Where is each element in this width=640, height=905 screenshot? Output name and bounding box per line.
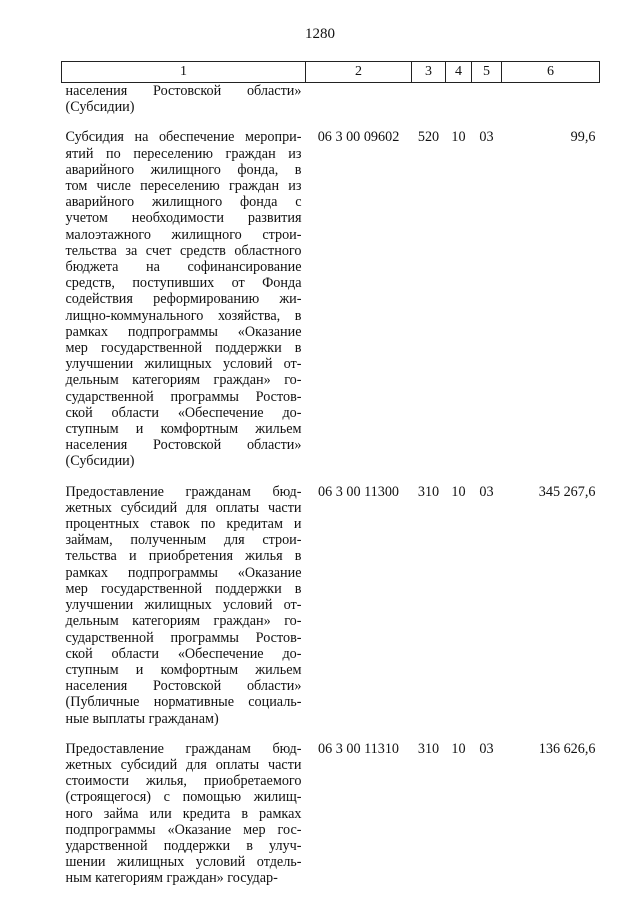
description-line: малоэтажного жилищного строи- xyxy=(65,226,302,243)
subsection-code xyxy=(472,83,502,116)
amount-value: 136 626,6 xyxy=(538,740,596,757)
row-description xyxy=(62,470,306,727)
row-description xyxy=(62,727,306,887)
description-line: ным категориям граждан» государ- xyxy=(65,870,278,887)
description-line: рамках подпрограммы «Оказание xyxy=(65,564,302,581)
description-line: сударственной программы Ростов- xyxy=(65,629,302,646)
description-line: населения Ростовской области» xyxy=(65,83,302,99)
description-line: Предоставление гражданам бюд- xyxy=(65,740,302,757)
expense-type-code: 520 xyxy=(417,129,440,146)
target-article-code: 06 3 00 09602 xyxy=(317,129,400,146)
description-line: процентных ставок по кредитам и xyxy=(65,516,302,533)
description-line: населения Ростовской области» xyxy=(65,437,302,454)
header-col-4: 4 xyxy=(446,62,472,83)
description-line: стоимости жилья, приобретаемого xyxy=(65,773,302,790)
description-line: средств, поступивших от Фонда xyxy=(65,275,302,292)
subsection-code: 03 xyxy=(479,129,494,146)
expense-type-code xyxy=(412,83,446,116)
header-col-6: 6 xyxy=(502,62,600,83)
section-code xyxy=(446,83,472,116)
header-col-1: 1 xyxy=(62,62,306,83)
section-code: 10 xyxy=(451,740,466,757)
table-row xyxy=(62,470,600,727)
description-line: бюджета на софинансирование xyxy=(65,259,302,276)
description-line: учетом необходимости развития xyxy=(65,210,302,227)
target-article-code: 06 3 00 11310 xyxy=(317,740,400,757)
description-line: (Публичные нормативные социаль- xyxy=(65,694,302,711)
table-row xyxy=(62,115,600,469)
description-line: ные выплаты гражданам) xyxy=(65,710,219,727)
header-col-3: 3 xyxy=(412,62,446,83)
description-line: тельства и приобретения жилья в xyxy=(65,548,302,565)
description-line: Субсидия на обеспечение меропри- xyxy=(65,129,302,146)
table-header-row xyxy=(62,62,600,83)
target-article-code xyxy=(306,83,412,116)
table-body xyxy=(62,83,600,887)
description-line: улучшении жилищных условий от- xyxy=(65,356,302,373)
target-article-code: 06 3 00 11300 xyxy=(317,483,400,500)
description-line: подпрограммы «Оказание мер гос- xyxy=(65,821,302,838)
description-line: ской области «Обеспечение до- xyxy=(65,645,302,662)
row-description xyxy=(62,115,306,469)
description-line: том числе переселению граждан из xyxy=(65,178,302,195)
table-row xyxy=(62,727,600,887)
description-line: жетных субсидий для оплаты части xyxy=(65,499,302,516)
table-row xyxy=(62,83,600,116)
amount-value: 345 267,6 xyxy=(538,483,596,500)
description-line: содействия реформированию жи- xyxy=(65,291,302,308)
description-line: (строящегося) с помощью жилищ- xyxy=(65,789,302,806)
amount-value xyxy=(502,83,600,116)
description-line: дельным категориям граждан» го- xyxy=(65,372,302,389)
description-line: ятий по переселению граждан из xyxy=(65,145,302,162)
description-line: сударственной программы Ростов- xyxy=(65,388,302,405)
section-code: 10 xyxy=(451,483,466,500)
description-line: Предоставление гражданам бюд- xyxy=(65,483,302,500)
section-code: 10 xyxy=(451,129,466,146)
description-line: жетных субсидий для оплаты части xyxy=(65,756,302,773)
description-line: ской области «Обеспечение до- xyxy=(65,404,302,421)
description-line: рамках подпрограммы «Оказание xyxy=(65,323,302,340)
description-line: ударственной поддержки в улуч- xyxy=(65,837,302,854)
description-line: ступным и комфортным жильем xyxy=(65,421,302,438)
header-col-5: 5 xyxy=(472,62,502,83)
description-line: аварийного жилищного фонда с xyxy=(65,194,302,211)
description-line: (Субсидии) xyxy=(65,99,135,116)
amount-value: 99,6 xyxy=(570,129,596,146)
expense-type-code: 310 xyxy=(417,483,440,500)
header-col-2: 2 xyxy=(306,62,412,83)
row-description xyxy=(62,83,306,116)
description-line: мер государственной поддержки в xyxy=(65,340,302,357)
description-line: лищно-коммунального хозяйства, в xyxy=(65,307,302,324)
description-line: ного займа или кредита в рамках xyxy=(65,805,302,822)
description-line: ступным и комфортным жильем xyxy=(65,661,302,678)
description-line: улучшении жилищных условий от- xyxy=(65,597,302,614)
description-line: населения Ростовской области» xyxy=(65,678,302,695)
description-line: мер государственной поддержки в xyxy=(65,580,302,597)
expense-type-code: 310 xyxy=(417,740,440,757)
subsection-code: 03 xyxy=(479,483,494,500)
subsection-code: 03 xyxy=(479,740,494,757)
description-line: аварийного жилищного фонда, в xyxy=(65,161,302,178)
description-line: займам, полученным для строи- xyxy=(65,532,302,549)
budget-table xyxy=(61,61,600,887)
description-line: шении жилищных условий отдель- xyxy=(65,854,302,871)
description-line: дельным категориям граждан» го- xyxy=(65,613,302,630)
description-line: (Субсидии) xyxy=(65,453,135,470)
description-line: тельства за счет средств областного xyxy=(65,242,302,259)
page-number: 1280 xyxy=(305,26,335,42)
